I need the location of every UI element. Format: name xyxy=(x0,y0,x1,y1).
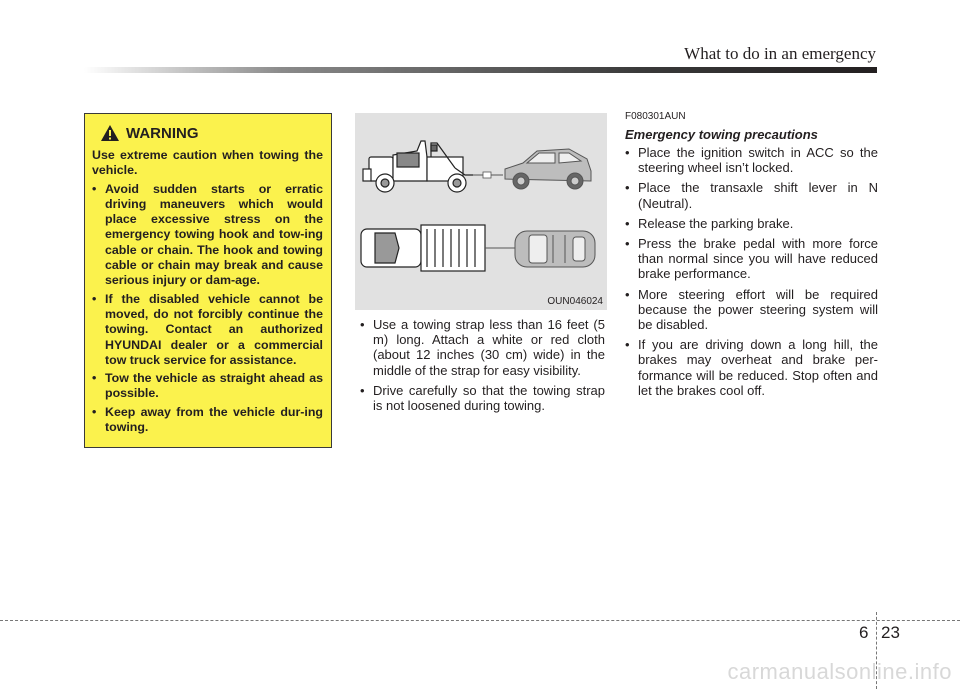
warning-box xyxy=(84,113,332,448)
chapter-number: 6 xyxy=(859,623,869,642)
section-heading: Emergency towing precautions xyxy=(625,127,818,142)
warning-item: • If the disabled vehicle cannot be moved, do not forcibly continue the towing. Contact an authorized HYUNDAI dealer or a commercial tow truck service for assistance. xyxy=(92,291,323,367)
warning-triangle-icon xyxy=(100,124,120,142)
car-top xyxy=(515,231,595,267)
warning-intro: Use extreme caution when towing the vehicle. xyxy=(92,148,323,178)
list-item: • Place the ignition switch in ACC so the steering wheel isn’t locked. xyxy=(625,145,878,176)
section-title: What to do in an emergency xyxy=(684,44,876,63)
tow-truck-side xyxy=(363,141,473,192)
illustration-code: OUN046024 xyxy=(547,296,603,307)
watermark: carmanualsonline.info xyxy=(727,659,952,684)
tow-truck-top xyxy=(361,225,485,271)
warning-item: • Tow the vehicle as straight ahead as possible. xyxy=(92,371,323,401)
precautions-section xyxy=(625,111,878,403)
list-item: • Place the transaxle shift lever in N (Neutral). xyxy=(625,180,878,211)
page-number: 23 xyxy=(881,623,900,642)
list-item: • Release the parking brake. xyxy=(625,215,794,231)
car-side xyxy=(505,149,591,189)
towing-diagram xyxy=(355,113,607,310)
warning-item: • Keep away from the vehicle dur-ing towing. xyxy=(92,404,323,435)
warning-title: WARNING xyxy=(126,124,199,142)
precautions-list xyxy=(625,145,878,398)
section-code: F080301AUN xyxy=(625,111,686,122)
towing-strap-list xyxy=(360,317,605,418)
list-item: • Drive carefully so that the towing strap is not loosened during towing. xyxy=(360,382,605,414)
warning-list xyxy=(92,182,323,436)
warning-item: • Avoid sudden starts or erratic driving maneuvers which would place excessive stress on the emergency towing hook and tow-ing cable or chain. The hook and towing cable or chain may break and cause serious injury or dam-age. xyxy=(92,181,323,288)
footer-rule xyxy=(0,620,960,621)
header-rule xyxy=(84,67,877,73)
warning-header xyxy=(100,123,323,143)
towing-illustration xyxy=(355,113,607,310)
list-item: • More steering effort will be required because the power steering system will be disabled. xyxy=(625,286,878,333)
list-item: • Press the brake pedal with more force than normal since you will have reduced brake performance. xyxy=(625,236,878,282)
list-item: • Use a towing strap less than 16 feet (5 m) long. Attach a white or red cloth (about 12 inches (30 cm) wide) in the middle of the strap for easy visibility. xyxy=(360,317,605,378)
list-item: • If you are driving down a long hill, the brakes may overheat and brake per-formance will be reduced. Stop often and let the brakes cool off. xyxy=(625,337,878,398)
